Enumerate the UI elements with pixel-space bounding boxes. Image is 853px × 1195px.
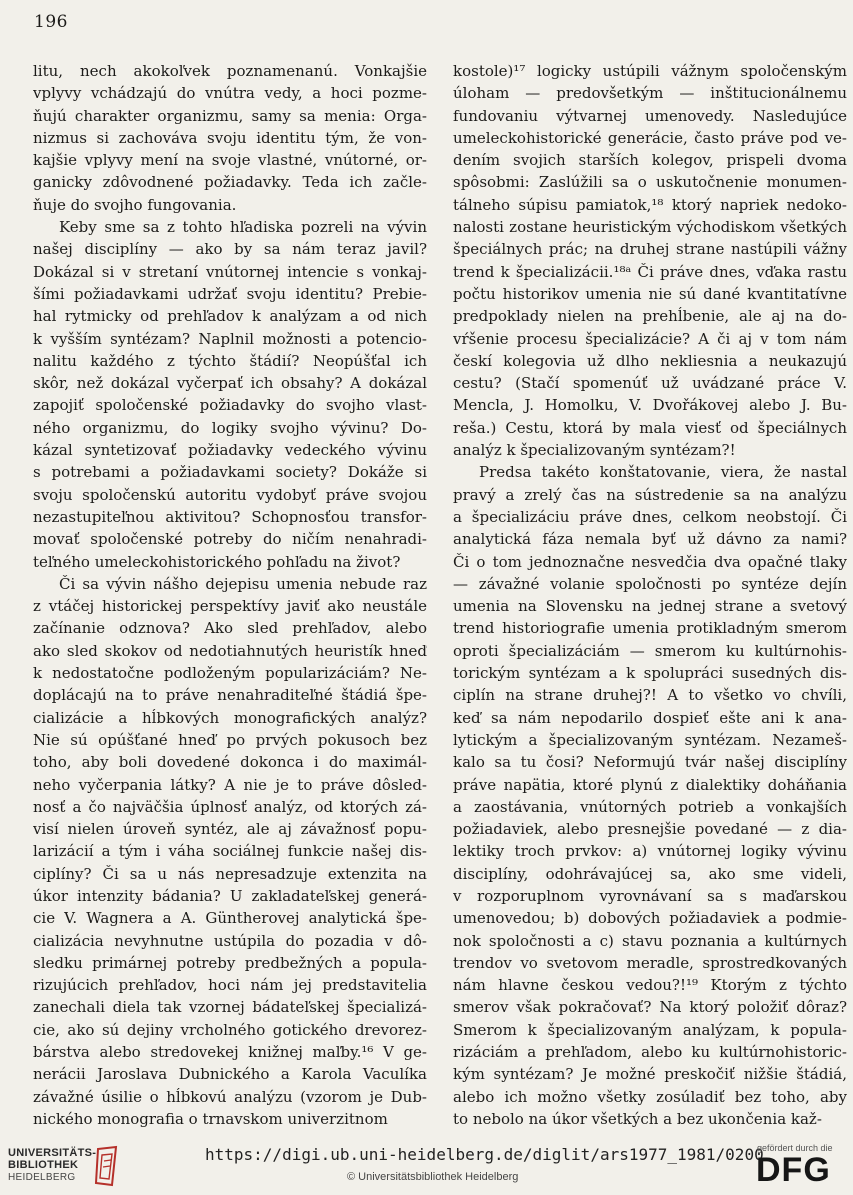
text-line: trend k špecializácii.¹⁸ᵃ Či práve dnes, vďaka rastu	[453, 262, 847, 281]
text-line: k vyšším syntézam? Naplnil možnosti a potencio-	[33, 329, 427, 348]
library-logo	[8, 1147, 148, 1187]
text-line: bárstva alebo stredovekej knižnej maľby.¹⁶ V ge-	[33, 1043, 427, 1062]
text-line: nického monografia o trnavskom univerzitnom	[33, 1109, 388, 1128]
text-line: zanechali diela tak vzornej bádateľskej špecializá-	[33, 998, 427, 1017]
text-line: sledku primárnej potreby predbežných a popula-	[33, 953, 427, 972]
text-line: cializácie a hĺbkových monografických analýz?	[33, 708, 427, 727]
document-url-link[interactable]: https://digi.ub.uni-heidelberg.de/diglit/ars1977_1981/0200	[205, 1145, 764, 1164]
text-line: šími požiadavkami udržať svoju identitu? Prebie-	[33, 284, 427, 303]
text-line: zapojiť spoločenské požiadavky do svojho vlast-	[33, 396, 427, 415]
text-line: ciplíny? Či sa u nás nepresadzuje extenzita na	[33, 864, 427, 883]
text-line: svoju spoločenskú autoritu vydobyť práve svojou	[33, 485, 427, 504]
text-line: ako sled skokov od nedotiahnutých heuristík hneď	[33, 641, 427, 660]
text-line: umenia na Slovensku na jednej strane a svetový	[453, 597, 847, 616]
text-line: visí nielen úroveň syntéz, ale aj závažnosť popu-	[33, 820, 427, 839]
text-line: Mencla, J. Homolku, V. Dvořákovej alebo J. Bu-	[453, 396, 847, 415]
text-line: nezastupiteľnou aktivitou? Schopnosťou transfor-	[33, 507, 427, 526]
text-line: oproti špecializáciám — smerom ku kultúrnohis-	[453, 641, 847, 660]
text-line: cie, ako sú dejiny vrcholného gotického drevorez-	[33, 1020, 427, 1039]
funding-note: gefördert durch die	[757, 1143, 833, 1153]
text-line: Či sa vývin nášho dejepisu umenia nebude raz	[59, 574, 427, 593]
text-line: disciplíny, odohrávajúcej sa, ako sme videli,	[453, 864, 847, 883]
text-line: požiadaviek, alebo presnejšie povedané — z dia-	[453, 820, 847, 839]
footer	[0, 1135, 853, 1195]
text-line: teľného umeleckohistorického pohľadu na život?	[33, 552, 401, 571]
text-line: v rozporuplnom vyrovnávaní sa s maďarskou	[453, 886, 847, 905]
text-line: pravý a zrelý čas na sústredenie sa na analýzu	[453, 485, 847, 504]
text-line: kajšie vplyvy mení na svoje vlastné, vnútorné, or-	[33, 151, 427, 170]
text-line: alebo ich možno všetky zosúladiť bez toho, aby	[453, 1087, 847, 1106]
text-line: Nie sú opúšťané hneď po prvých pokusoch bez	[33, 730, 427, 749]
text-line: umeleckohistorické generácie, často práve pod ve-	[453, 128, 847, 147]
text-line: lektiky troch prvkov: a) vnútornej logiky vývinu	[453, 842, 847, 861]
text-line: Smerom k špecializovaným analýzam, k popula-	[453, 1020, 847, 1039]
text-line: kázal syntetizovať požiadavky vedeckého vývinu	[33, 441, 427, 460]
text-line: cie V. Wagnera a A. Güntherovej analytická špe-	[33, 909, 427, 928]
text-line: českí kolegovia už dlho nekliesnia a neukazujú	[453, 351, 847, 370]
text-line: Či o tom jednoznačne nesvedčia dva opačné tlaky	[453, 552, 847, 571]
text-line: špeciálnych prác; na druhej strane nastúpili vážny	[453, 240, 847, 259]
text-line: lytickým a špecializovaným syntézam. Nezameš-	[453, 730, 847, 749]
text-line: reša.) Cestu, ktorá by mala viesť od špeciálnych	[453, 418, 847, 437]
text-line: nosť a čo najväčšia úplnosť analýz, od ktorých zá-	[33, 797, 427, 816]
text-line: analytická fáza nemala byť už dávno za nami?	[453, 530, 847, 549]
text-line: cializácia nevyhnutne ustúpila do pozadia v dô-	[33, 931, 427, 950]
text-line: tálneho súpisu pamiatok,¹⁸ ktorý napriek nedoko-	[453, 195, 847, 214]
text-line: rizáciám a prehľadom, alebo ku kultúrnohistoric-	[453, 1043, 847, 1062]
text-line: torickým syntézam a k spolupráci susedných dis-	[453, 664, 847, 683]
text-line: toho, aby boli dovedené dokonca i do maximál-	[33, 753, 427, 772]
text-line: vplyvy vchádzajú do vnútra vedy, a hoci pozme-	[33, 84, 427, 103]
text-line: Dokázal si v stretaní vnútornej intencie s vonkaj-	[33, 262, 427, 281]
text-line: počtu historikov umenia nie sú dané kvantitatívne	[453, 284, 847, 303]
text-line: nám hlavne českou vedou?!¹⁹ Ktorým z týchto	[453, 976, 847, 995]
text-line: doplácajú na to práve nenahraditeľné štádiá špe-	[33, 686, 427, 705]
text-line: a zaostávania, vnútorných potrieb a vonkajších	[453, 797, 847, 816]
text-line: — závažné volanie spoločnosti po syntéze dejín	[453, 574, 847, 593]
left-column	[33, 60, 427, 1130]
text-line: ňuje do svojho fungovania.	[33, 195, 237, 214]
text-line: skôr, než dokázal vyčerpať ich obsahy? A dokázal	[33, 374, 427, 393]
text-line: nizmus si zachováva svoju identitu tým, že von-	[33, 128, 427, 147]
text-line: nalitu každého z týchto štádií? Neopúšťal ich	[33, 351, 427, 370]
text-line: predpoklady nielen na prehĺbenie, ale aj na do-	[453, 307, 847, 326]
page-number: 196	[34, 12, 68, 32]
text-line: trendov vo svetovom meradle, sprostredkovaných	[453, 953, 847, 972]
text-line: to nebolo na úkor všetkých a bez ukončenia kaž-	[453, 1109, 822, 1128]
text-line: cestu? (Stačí spomenúť už uvádzané práce V.	[453, 374, 847, 393]
text-line: smerov však pokračovať? Na ktorý položiť dôraz?	[453, 998, 847, 1017]
text-line: nerácii Jaroslava Dubnického a Karola Vaculíka	[33, 1065, 427, 1084]
text-line: spôsobmi: Zaslúžili sa o uskutočnenie monumen-	[453, 173, 847, 192]
text-line: rizujúcich prehľadov, hoci nám jej predstavitelia	[33, 976, 427, 995]
text-line: dením svojich starších kolegov, prispeli dvoma	[453, 151, 847, 170]
text-line: umenovedou; b) dobových požiadaviek a podmie-	[453, 909, 847, 928]
text-line: trend historiografie umenia protikladným smerom	[453, 619, 847, 638]
text-line: úkor intenzity bádania? U zakladateľskej generá-	[33, 886, 427, 905]
library-name-line3: HEIDELBERG	[8, 1172, 76, 1183]
text-line: k nedostatočne podloženým popularizáciám? Ne-	[33, 664, 427, 683]
text-line: movať spoločenské potreby do ničím nenahradi-	[33, 530, 427, 549]
text-line: začínanie odznova? Ako sled prehľadov, alebo	[33, 619, 427, 638]
text-line: vŕšenie procesu špecializácie? A či aj v tom nám	[453, 329, 847, 348]
text-line: neho vyčerpania látky? A nie je to práve dôsled-	[33, 775, 427, 794]
text-line: ňujú charakter organizmu, samy sa menia: Orga-	[33, 106, 427, 125]
library-emblem-icon	[92, 1145, 122, 1187]
library-name-line1: UNIVERSITÄTS-	[8, 1147, 97, 1159]
text-line: a špecializáciu práve dnes, celkom neobstojí. Či	[453, 507, 847, 526]
text-line: kalo sa tu čosi? Neformujú tvár našej disciplíny	[453, 753, 847, 772]
text-line: našej disciplíny — ako by sa nám teraz javil?	[33, 240, 427, 259]
text-line: práve napätia, ktoré plynú z dialektiky doháňania	[453, 775, 847, 794]
text-line: závažné úsilie o hĺbkovú analýzu (vzorom je Dub-	[33, 1087, 427, 1106]
text-line: z vtáčej historickej perspektívy javiť ako neustále	[33, 597, 427, 616]
text-line: ného organizmu, do logiky svojho vývinu? Do-	[33, 418, 427, 437]
text-line: úloham — predovšetkým — inštitucionálnemu	[453, 84, 847, 103]
text-line: Predsa takéto konštatovanie, viera, že nastal	[479, 463, 847, 482]
copyright-notice: © Universitätsbibliothek Heidelberg	[347, 1171, 519, 1183]
text-line: ciplín na strane druhej?! A to všetko vo chvíli,	[453, 686, 847, 705]
right-column	[453, 60, 847, 1130]
text-line: kostole)¹⁷ logicky ustúpili vážnym spoločenským	[453, 62, 847, 80]
text-line: keď sa nám nepodarilo dospieť ešte ani k ana-	[453, 708, 847, 727]
text-line: analýz k špecializovaným syntézam?!	[453, 441, 736, 460]
library-name-line2: BIBLIOTHEK	[8, 1159, 79, 1171]
text-line: nok spoločnosti a c) stavu poznania a kultúrnych	[453, 931, 847, 950]
dfg-logo: DFG	[756, 1151, 831, 1189]
text-line: fundovaniu výtvarnej umenovedy. Nasledujúce	[453, 106, 847, 125]
text-line: litu, nech akokoľvek poznamenanú. Vonkajšie	[33, 62, 427, 80]
text-line: nalosti zostane heuristickým východiskom všetkých	[453, 218, 847, 237]
text-line: larizácií a tým i váha sociálnej funkcie našej dis-	[33, 842, 427, 861]
text-line: ganicky zdôvodnené požiadavky. Teda ich začle-	[33, 173, 427, 192]
text-line: kým syntézam? Je možné preskočiť nižšie štádiá,	[453, 1065, 847, 1084]
text-line: s potrebami a požiadavkami society? Dokáže si	[33, 463, 427, 482]
text-line: Keby sme sa z tohto hľadiska pozreli na vývin	[59, 218, 427, 237]
text-line: hal rytmicky od prehľadov k analýzam a od nich	[33, 307, 427, 326]
